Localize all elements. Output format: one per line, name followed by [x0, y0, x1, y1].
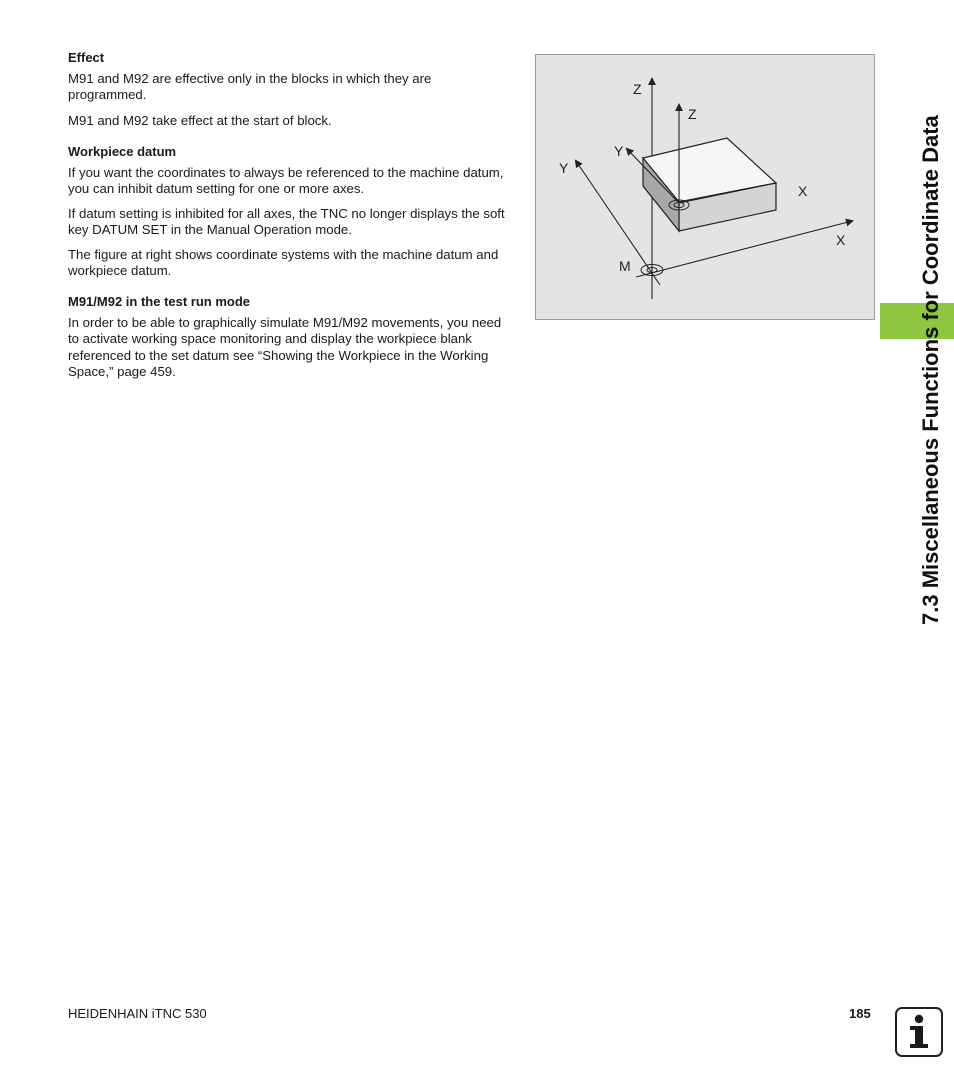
datum-paragraph-3: The figure at right shows coordinate systems with the machine datum and workpiece datum. — [68, 247, 499, 279]
heading-effect: Effect — [68, 50, 105, 65]
coordinate-diagram — [536, 55, 876, 321]
page-number: 185 — [849, 1006, 871, 1021]
workpiece-z-label: Z — [688, 106, 697, 122]
chapter-title: 7.3 Miscellaneous Functions for Coordinate Data — [918, 115, 943, 625]
test-run-paragraph: In order to be able to graphically simulate M91/M92 movements, you need to activate working space monitoring and display the workpiece blank referenced to the set datum see “Showing the Workpiece in the Working Space,” page 459. — [68, 315, 502, 380]
heading-test-run: M91/M92 in the test run mode — [68, 294, 251, 309]
workpiece-x-label: X — [798, 183, 808, 199]
datum-paragraph-2: If datum setting is inhibited for all axes, the TNC no longer displays the soft key DATUM SET in the Manual Operation mode. — [68, 206, 505, 238]
effect-paragraph-2: M91 and M92 take effect at the start of block. — [68, 113, 332, 128]
machine-y-label: Y — [559, 160, 569, 176]
datum-paragraph-1: If you want the coordinates to always be referenced to the machine datum, you can inhibit datum setting for one or more axes. — [68, 165, 504, 197]
footer-product: HEIDENHAIN iTNC 530 — [68, 1006, 207, 1021]
info-icon — [895, 1007, 943, 1057]
effect-paragraph-1: M91 and M92 are effective only in the blocks in which they are programmed. — [68, 71, 432, 103]
machine-x-axis — [636, 221, 852, 277]
machine-x-label: X — [836, 232, 846, 248]
machine-datum-label: M — [619, 258, 631, 274]
workpiece-y-label: Y — [614, 143, 624, 159]
coordinate-systems-figure — [535, 54, 875, 320]
heading-workpiece-datum: Workpiece datum — [68, 144, 177, 159]
machine-z-label: Z — [633, 81, 642, 97]
